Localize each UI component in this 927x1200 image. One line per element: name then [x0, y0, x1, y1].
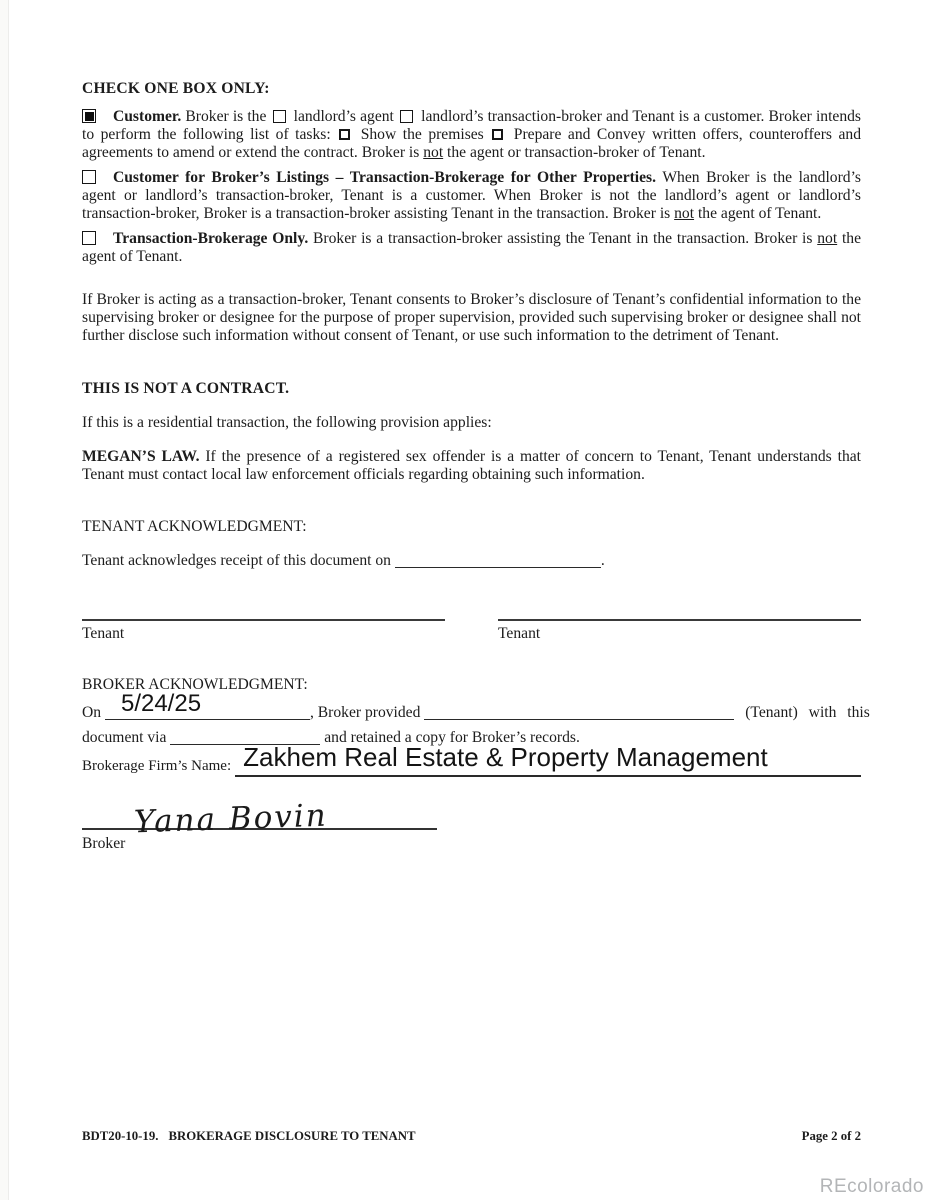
option-customer-text-3: landlord’s transaction-broker and Tenant is a customer. Broker intends to perform the following list of tasks:	[82, 108, 861, 144]
checkbox-customer-checked[interactable]	[82, 109, 96, 123]
broker-signature-label: Broker	[82, 835, 126, 852]
tenant-signature-row	[82, 619, 861, 643]
broker-ack-after-date: , Broker provided	[309, 704, 425, 721]
brokerage-firm-label: Brokerage Firm’s Name:	[82, 758, 232, 774]
receipt-date-blank[interactable]	[395, 567, 601, 568]
tenant-ack-suffix: .	[600, 552, 605, 569]
broker-signature-line[interactable]	[82, 792, 437, 841]
option-listings-text-2: the agent of Tenant.	[694, 205, 822, 223]
option-tbo-text-2: the agent of Tenant.	[82, 230, 862, 266]
broker-ack-via-prefix: document via	[82, 729, 171, 746]
option-customer-text-6: the agent or transaction-broker of Tenant.	[443, 144, 706, 162]
broker-ack-after-tenant: (Tenant) with this	[734, 704, 870, 721]
footer-form-title: BROKERAGE DISCLOSURE TO TENANT	[168, 1129, 416, 1143]
tenant-signature-2-label: Tenant	[498, 625, 541, 642]
option-customer-brokers-listings	[82, 169, 861, 224]
option-customer	[82, 108, 861, 163]
broker-signature-script: Yana Bovin	[133, 797, 329, 841]
option-tbo-not: not	[817, 230, 838, 247]
consent-paragraph: If Broker is acting as a transaction-broker, Tenant consents to Broker’s disclosure of Tenant’s confidential information to the supervising broker or designee for the purpose of proper supervision, provided such supervising broker or designee shall not further disclose such information without consent of Tenant, or use such information to the detriment of Tenant.	[82, 291, 861, 345]
not-a-contract-statement: THIS IS NOT A CONTRACT.	[82, 380, 290, 397]
page-footer	[82, 1129, 861, 1144]
tenant-signature-1[interactable]	[82, 619, 445, 643]
option-listings-label: Customer for Broker’s Listings – Transaction-Brokerage for Other Properties.	[113, 169, 657, 186]
option-customer-text-4: Show the premises	[354, 126, 491, 144]
brokerage-firm-blank[interactable]	[235, 742, 861, 777]
tenant-name-blank[interactable]	[424, 719, 734, 720]
option-customer-text-5: Prepare and Convey written offers, counteroffers and agreements to amend or extend the contract. Broker is	[82, 126, 861, 162]
tenant-signature-1-label: Tenant	[82, 625, 125, 642]
megans-law-paragraph	[82, 448, 861, 484]
page-edge	[0, 0, 9, 1200]
section-heading-check-one-box: CHECK ONE BOX ONLY:	[82, 80, 270, 97]
option-customer-text-2: landlord’s agent	[289, 108, 398, 125]
option-customer-not: not	[423, 144, 444, 162]
option-tbo-label: Transaction-Brokerage Only.	[113, 230, 309, 247]
option-transaction-brokerage-only	[82, 230, 861, 266]
recolorado-watermark: REcolorado	[819, 1176, 924, 1197]
checkbox-transaction-brokerage-only[interactable]	[82, 231, 96, 245]
checkbox-landlords-agent[interactable]	[273, 110, 286, 123]
option-customer-text-1: Broker is the	[181, 108, 271, 125]
broker-ack-on: On	[82, 704, 105, 721]
tenant-signature-2[interactable]	[498, 619, 861, 643]
checkbox-customer-brokers-listings[interactable]	[82, 170, 96, 184]
broker-date-value: 5/24/25	[120, 690, 202, 717]
tenant-acknowledgment-heading: TENANT ACKNOWLEDGMENT:	[82, 518, 307, 535]
checkbox-show-premises[interactable]	[339, 129, 350, 140]
brokerage-firm-row	[82, 742, 861, 777]
megans-law-label: MEGAN’S LAW.	[82, 448, 200, 465]
checkbox-landlords-transaction-broker[interactable]	[400, 110, 413, 123]
broker-date-blank[interactable]	[105, 690, 310, 720]
broker-acknowledgment-heading: BROKER ACKNOWLEDGMENT:	[82, 676, 308, 693]
megans-law-text: If the presence of a registered sex offender is a matter of concern to Tenant, Tenant understands that Tenant must contact local law enforcement officials regarding obtaining such information.	[82, 448, 861, 484]
footer-page-number: Page 2 of 2	[801, 1129, 861, 1143]
option-listings-text-1: When Broker is the landlord’s agent or landlord’s transaction-broker, Tenant is a customer. When Broker is not the landlord’s agent or landlord’s transaction-broker, Broker is a transaction-broker assisting Tenant in the transaction. Broker is	[82, 169, 861, 223]
tenant-acknowledgment-line	[82, 552, 861, 570]
option-tbo-text-1: Broker is a transaction-broker assisting the Tenant in the transaction. Broker is	[308, 230, 818, 247]
broker-ack-line-1	[82, 690, 870, 725]
checkbox-prepare-convey[interactable]	[492, 129, 503, 140]
tenant-ack-prefix: Tenant acknowledges receipt of this document on	[82, 552, 395, 569]
option-listings-not: not	[674, 205, 695, 223]
broker-ack-via-suffix: and retained a copy for Broker’s records.	[320, 729, 580, 746]
brokerage-firm-value: Zakhem Real Estate & Property Management	[243, 742, 768, 772]
footer-form-id	[82, 1129, 426, 1144]
residential-provision-line: If this is a residential transaction, the following provision applies:	[82, 414, 492, 431]
option-customer-label: Customer.	[113, 108, 182, 125]
footer-form-code: BDT20-10-19.	[82, 1129, 159, 1143]
